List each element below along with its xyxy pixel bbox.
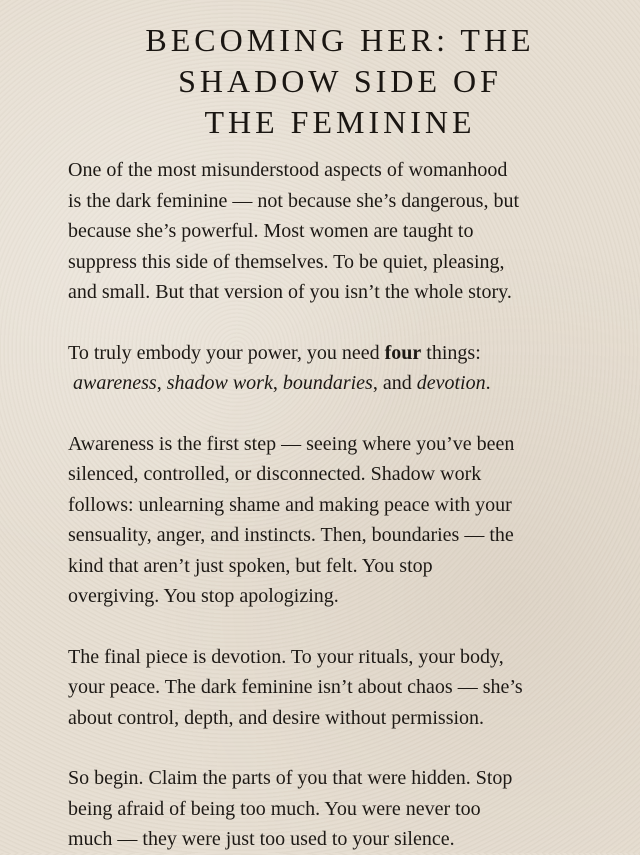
separator: ,	[156, 372, 167, 394]
paragraph-line: follows: unlearning shame and making peace with your	[68, 493, 512, 516]
paragraph-line: is the dark feminine — not because she’s dangerous, but	[68, 189, 519, 212]
text-run: things:	[421, 341, 481, 364]
title-line-1: BECOMING HER: THE	[145, 22, 535, 58]
paragraph-line: The final piece is devotion. To your rituals, your body,	[68, 645, 504, 668]
paragraph-line: One of the most misunderstood aspects of womanhood	[68, 159, 508, 181]
bold-word: four	[384, 341, 422, 364]
text-run: To truly embody your power, you need	[68, 341, 385, 364]
paragraph-1	[68, 155, 600, 308]
paragraph-line: So begin. Claim the parts of you that were hidden. Stop	[68, 767, 513, 789]
paragraph-4	[68, 642, 600, 734]
title-line-3: THE FEMININE	[204, 104, 476, 140]
italic-term-shadow-work: shadow work	[166, 372, 273, 394]
paragraph-line: silenced, controlled, or disconnected. Shadow work	[68, 463, 482, 485]
page-title	[40, 20, 640, 143]
paragraph-line: kind that aren’t just spoken, but felt. You stop	[68, 554, 433, 577]
paragraph-line: sensuality, anger, and instincts. Then, boundaries — the	[68, 524, 514, 546]
paragraph-3	[68, 429, 600, 612]
paragraph-line: and small. But that version of you isn’t the whole story.	[68, 281, 512, 303]
paragraph-line	[68, 368, 600, 399]
paragraph-line: because she’s powerful. Most women are taught to	[68, 220, 474, 242]
paragraph-line: Awareness is the first step — seeing where you’ve been	[68, 432, 515, 455]
paragraph-line: your peace. The dark feminine isn’t about chaos — she’s	[68, 676, 523, 698]
title-line-2: SHADOW SIDE OF	[178, 63, 502, 99]
paragraph-5	[68, 763, 600, 855]
article-body	[68, 155, 600, 855]
paragraph-line	[68, 338, 600, 369]
paragraph-line: about control, depth, and desire without permission.	[68, 706, 485, 729]
separator: ,	[272, 372, 283, 394]
paragraph-line: being afraid of being too much. You were never too	[68, 797, 481, 820]
italic-term-boundaries: boundaries	[282, 372, 373, 394]
separator: , and	[372, 372, 417, 394]
italic-term-awareness: awareness	[73, 372, 157, 394]
paragraph-line: suppress this side of themselves. To be quiet, pleasing,	[68, 250, 505, 273]
period: .	[485, 372, 491, 394]
paragraph-2	[68, 338, 600, 399]
paragraph-line: overgiving. You stop apologizing.	[68, 585, 339, 607]
paragraph-line: much — they were just too used to your silence.	[68, 828, 455, 850]
italic-term-devotion: devotion	[416, 372, 486, 394]
